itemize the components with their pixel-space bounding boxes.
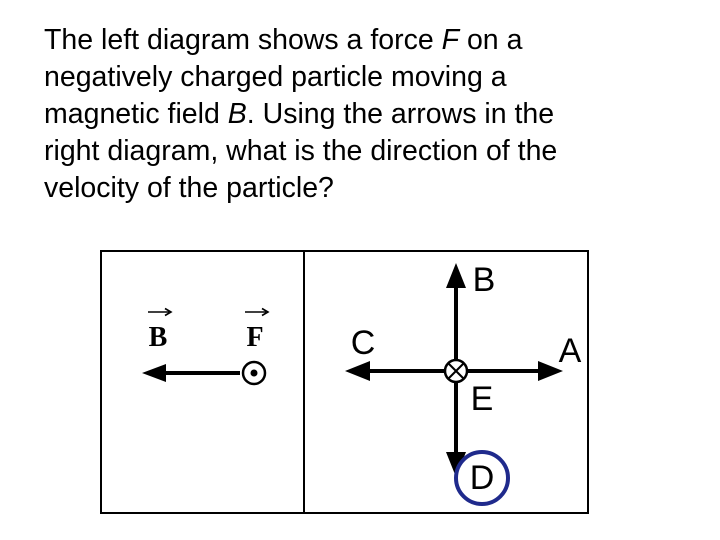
b-arrowhead [142, 364, 166, 382]
question-line-3: magnetic field B. Using the arrows in the [44, 98, 555, 130]
label-e: E [470, 380, 494, 418]
question-line-4: right diagram, what is the direction of the [44, 135, 558, 167]
label-b: B [472, 261, 496, 299]
diagram-frame [101, 251, 588, 513]
label-d: D [469, 459, 495, 497]
into-page-symbol [445, 360, 467, 382]
question-line-2: negatively charged particle moving a [44, 61, 507, 93]
out-of-page-symbol [243, 362, 265, 384]
f-label: F [246, 322, 264, 353]
label-a: A [558, 332, 582, 370]
question-line-5: velocity of the particle? [44, 172, 334, 204]
f-vector-label [245, 309, 268, 354]
arrow-b-head [446, 263, 466, 288]
b-label: B [148, 322, 168, 353]
arrow-c-head [345, 361, 370, 381]
question-line-1: The left diagram shows a force F on a [44, 24, 523, 56]
b-vector-label [148, 309, 171, 354]
right-diagram [345, 261, 582, 504]
label-c: C [350, 324, 376, 362]
left-diagram [142, 309, 268, 385]
